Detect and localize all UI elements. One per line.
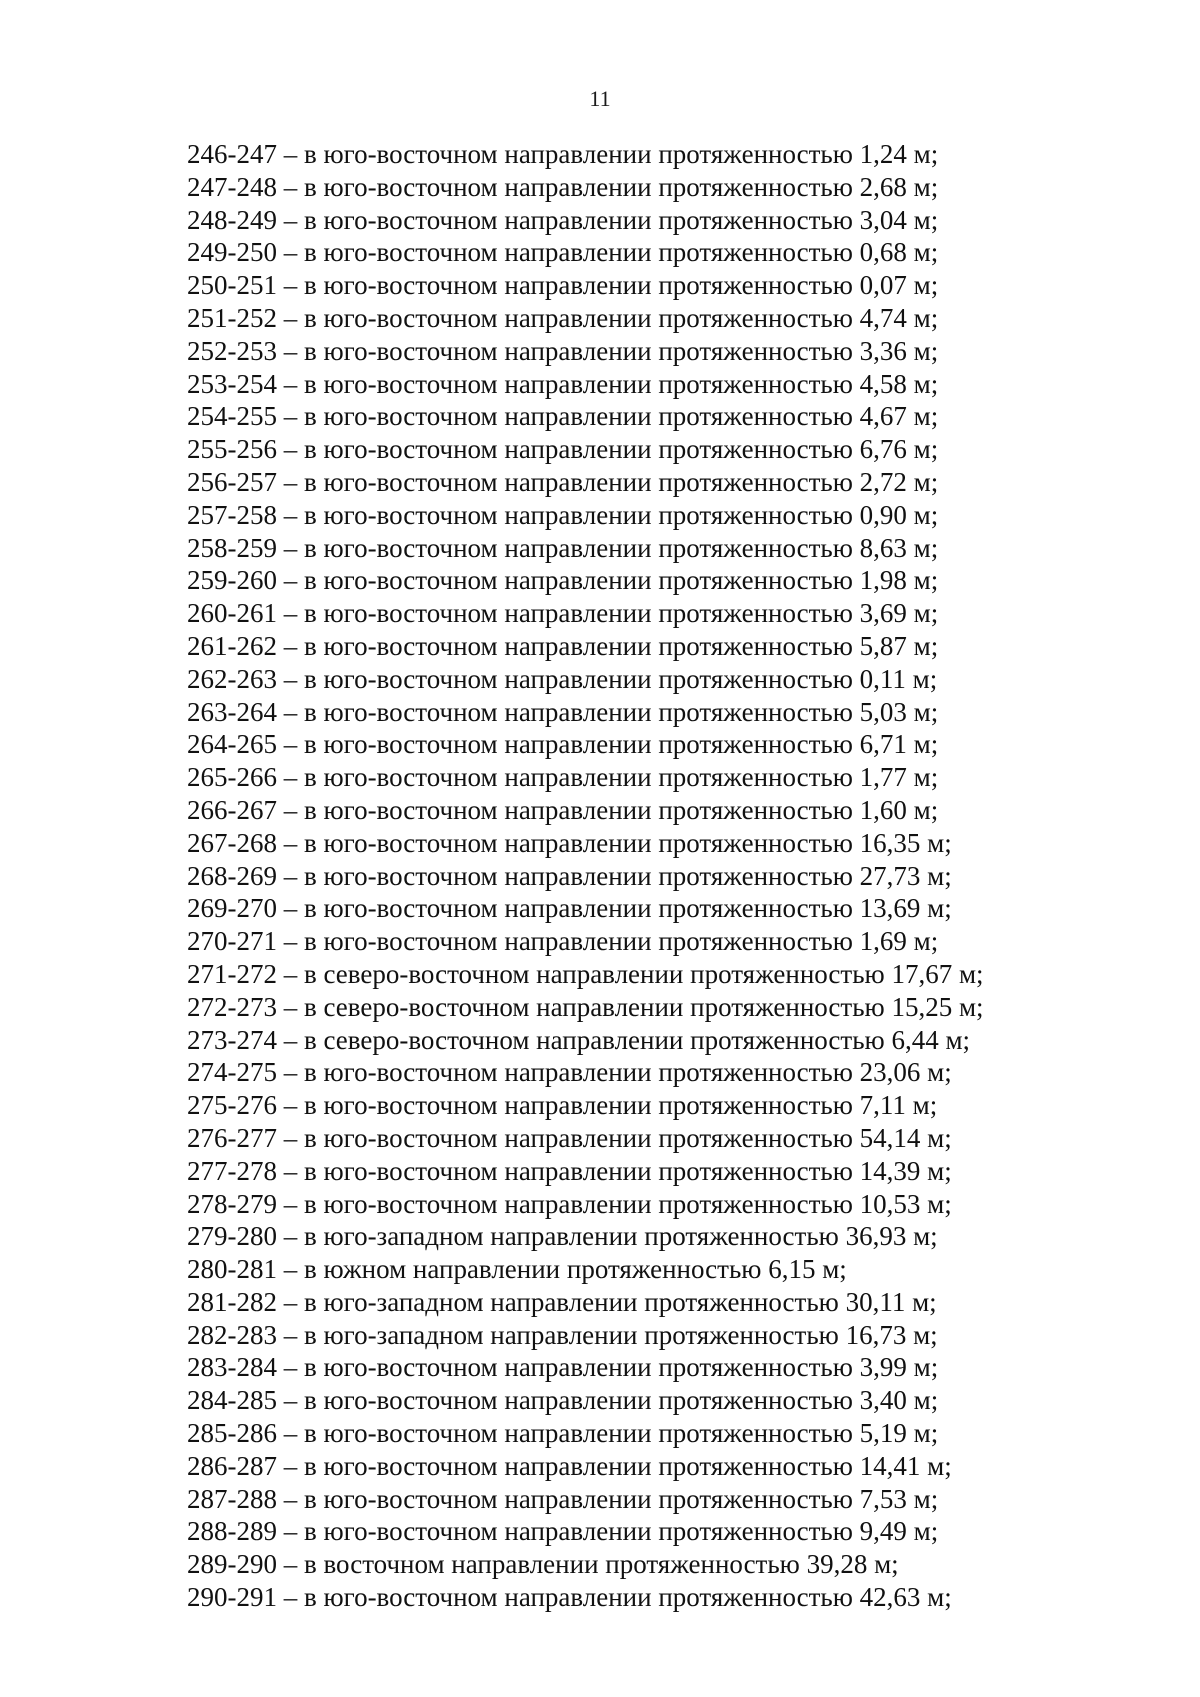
segment-line: 260-261 – в юго-восточном направлении протяженностью 3,69 м; — [187, 598, 939, 629]
segment-line: 275-276 – в юго-восточном направлении протяженностью 7,11 м; — [187, 1090, 938, 1121]
segment-line: 257-258 – в юго-восточном направлении протяженностью 0,90 м; — [187, 499, 939, 530]
segment-line: 280-281 – в южном направлении протяженностью 6,15 м; — [187, 1254, 847, 1285]
segment-line: 250-251 – в юго-восточном направлении протяженностью 0,07 м; — [187, 270, 939, 301]
segment-line: 256-257 – в юго-восточном направлении протяженностью 2,72 м; — [187, 466, 939, 497]
segment-line: 259-260 – в юго-восточном направлении протяженностью 1,98 м; — [187, 565, 939, 596]
segment-line: 274-275 – в юго-восточном направлении протяженностью 23,06 м; — [187, 1057, 952, 1088]
segment-line: 261-262 – в юго-восточном направлении протяженностью 5,87 м; — [187, 630, 939, 661]
segment-line: 254-255 – в юго-восточном направлении протяженностью 4,67 м; — [187, 401, 939, 432]
segment-line: 279-280 – в юго-западном направлении протяженностью 36,93 м; — [187, 1221, 938, 1252]
segment-line: 285-286 – в юго-восточном направлении протяженностью 5,19 м; — [187, 1418, 939, 1449]
segment-line: 255-256 – в юго-восточном направлении протяженностью 6,76 м; — [187, 434, 939, 465]
segment-line: 262-263 – в юго-восточном направлении протяженностью 0,11 м; — [187, 663, 938, 694]
segment-line: 272-273 – в северо-восточном направлении протяженностью 15,25 м; — [187, 991, 984, 1022]
segment-line: 253-254 – в юго-восточном направлении протяженностью 4,58 м; — [187, 368, 939, 399]
segment-line: 251-252 – в юго-восточном направлении протяженностью 4,74 м; — [187, 302, 939, 333]
segment-line: 286-287 – в юго-восточном направлении протяженностью 14,41 м; — [187, 1450, 952, 1481]
segment-line: 258-259 – в юго-восточном направлении протяженностью 8,63 м; — [187, 532, 939, 563]
segment-line: 277-278 – в юго-восточном направлении протяженностью 14,39 м; — [187, 1155, 952, 1186]
segment-line: 269-270 – в юго-восточном направлении протяженностью 13,69 м; — [187, 893, 952, 924]
segment-line: 263-264 – в юго-восточном направлении протяженностью 5,03 м; — [187, 696, 939, 727]
segment-line: 283-284 – в юго-восточном направлении протяженностью 3,99 м; — [187, 1352, 939, 1383]
segment-line: 289-290 – в восточном направлении протяженностью 39,28 м; — [187, 1549, 899, 1580]
segment-line: 246-247 – в юго-восточном направлении протяженностью 1,24 м; — [187, 139, 939, 169]
boundary-segment-list — [187, 138, 1147, 1614]
segment-line: 264-265 – в юго-восточном направлении протяженностью 6,71 м; — [187, 729, 939, 760]
segment-line: 273-274 – в северо-восточном направлении протяженностью 6,44 м; — [187, 1024, 971, 1055]
segment-line: 282-283 – в юго-западном направлении протяженностью 16,73 м; — [187, 1319, 938, 1350]
segment-line: 247-248 – в юго-восточном направлении протяженностью 2,68 м; — [187, 171, 939, 202]
segment-line: 290-291 – в юго-восточном направлении протяженностью 42,63 м; — [187, 1582, 952, 1613]
segment-line: 284-285 – в юго-восточном направлении протяженностью 3,40 м; — [187, 1385, 939, 1416]
segment-line: 268-269 – в юго-восточном направлении протяженностью 27,73 м; — [187, 860, 952, 891]
segment-line: 287-288 – в юго-восточном направлении протяженностью 7,53 м; — [187, 1483, 939, 1514]
segment-line: 271-272 – в северо-восточном направлении протяженностью 17,67 м; — [187, 958, 984, 989]
segment-line: 278-279 – в юго-восточном направлении протяженностью 10,53 м; — [187, 1188, 952, 1219]
segment-line: 252-253 – в юго-восточном направлении протяженностью 3,36 м; — [187, 335, 939, 366]
segment-line: 266-267 – в юго-восточном направлении протяженностью 1,60 м; — [187, 794, 939, 825]
segment-line: 267-268 – в юго-восточном направлении протяженностью 16,35 м; — [187, 827, 952, 858]
segment-line: 265-266 – в юго-восточном направлении протяженностью 1,77 м; — [187, 762, 939, 793]
segment-line: 276-277 – в юго-восточном направлении протяженностью 54,14 м; — [187, 1122, 952, 1153]
page-number: 11 — [589, 86, 611, 111]
segment-line: 288-289 – в юго-восточном направлении протяженностью 9,49 м; — [187, 1516, 939, 1547]
segment-line: 270-271 – в юго-восточном направлении протяженностью 1,69 м; — [187, 926, 939, 957]
segment-line: 248-249 – в юго-восточном направлении протяженностью 3,04 м; — [187, 204, 939, 235]
segment-line: 281-282 – в юго-западном направлении протяженностью 30,11 м; — [187, 1286, 937, 1317]
segment-line: 249-250 – в юго-восточном направлении протяженностью 0,68 м; — [187, 237, 939, 268]
